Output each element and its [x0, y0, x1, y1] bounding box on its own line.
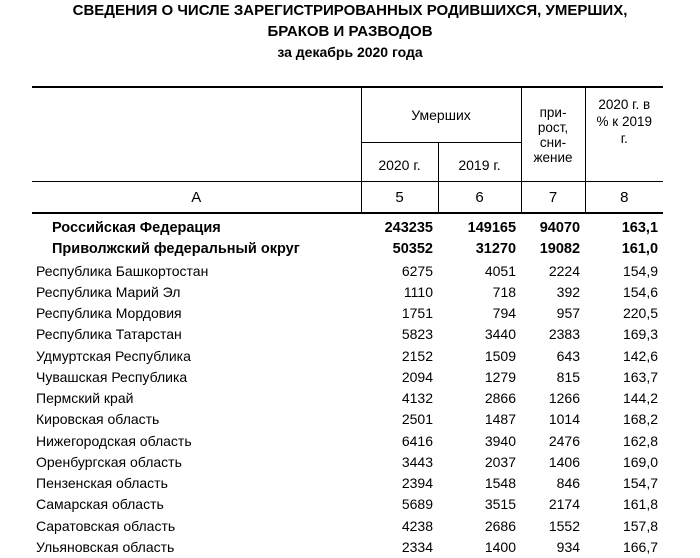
percent-header-line: г. — [620, 131, 628, 146]
year-2020-header: 2020 г. — [361, 143, 438, 182]
deaths-2020-value: 243235 — [384, 220, 433, 237]
deaths-2019-value: 718 — [492, 283, 517, 300]
region-name: Республика Мордовия — [36, 305, 182, 322]
deaths-2020-value: 2094 — [401, 368, 433, 385]
table-row — [32, 303, 663, 324]
percent-value: 157,8 — [622, 517, 659, 534]
deaths-2019-value: 2686 — [484, 517, 517, 534]
deaths-2020-value: 5823 — [401, 326, 433, 343]
growth-value: 934 — [556, 538, 581, 555]
growth-value: 643 — [556, 347, 581, 364]
deaths-2019-value: 149165 — [467, 220, 517, 237]
growth-value: 392 — [556, 283, 581, 300]
percent-value: 154,7 — [622, 475, 659, 492]
table-row — [32, 261, 663, 282]
deaths-2019-value: 1400 — [484, 538, 517, 555]
column-number-8: 8 — [585, 182, 663, 214]
region-name: Приволжский федеральный округ — [52, 241, 300, 258]
deaths-2020-value: 5689 — [401, 496, 433, 513]
table-row — [32, 282, 663, 303]
region-name: Ульяновская область — [36, 538, 175, 555]
growth-value: 94070 — [539, 220, 581, 237]
table-row — [32, 537, 663, 558]
percent-value: 220,5 — [622, 305, 659, 322]
table-row — [32, 346, 663, 367]
deaths-2019-value: 2037 — [484, 453, 517, 470]
table-row — [32, 213, 663, 239]
growth-value: 19082 — [539, 241, 581, 258]
region-name: Республика Татарстан — [36, 326, 182, 343]
region-name: Чувашская Республика — [36, 368, 188, 385]
region-name: Республика Марий Эл — [36, 283, 181, 300]
deaths-2020-value: 2394 — [401, 475, 433, 492]
deaths-2020-value: 6416 — [401, 432, 433, 449]
deaths-2019-value: 1279 — [484, 368, 517, 385]
percent-value: 169,3 — [622, 326, 659, 343]
column-number-7: 7 — [521, 182, 585, 214]
percent-value: 162,8 — [622, 432, 659, 449]
deaths-2020-value: 50352 — [392, 241, 433, 258]
table-body — [32, 213, 663, 558]
deaths-2020-value: 3443 — [401, 453, 433, 470]
table-row — [32, 239, 663, 260]
percent-value: 163,7 — [622, 368, 659, 385]
percent-value: 161,0 — [621, 241, 659, 258]
growth-value: 1266 — [548, 390, 581, 407]
table-row — [32, 409, 663, 430]
deaths-2020-value: 4132 — [401, 390, 433, 407]
table-row — [32, 473, 663, 494]
percent-value: 169,0 — [622, 453, 659, 470]
percent-value: 154,6 — [622, 283, 659, 300]
table-row — [32, 494, 663, 515]
region-name: Удмуртская Республика — [36, 347, 191, 364]
region-name: Пермский край — [36, 390, 134, 407]
region-name: Оренбургская область — [36, 453, 182, 470]
region-name: Российская Федерация — [52, 220, 221, 237]
table-row — [32, 324, 663, 345]
region-name: Саратовская область — [36, 517, 176, 534]
deaths-2020-value: 2334 — [401, 538, 433, 555]
growth-value: 1552 — [548, 517, 581, 534]
column-number-5: 5 — [361, 182, 438, 214]
growth-value: 957 — [556, 305, 581, 322]
deaths-2020-value: 2501 — [401, 411, 433, 428]
table-row — [32, 516, 663, 537]
region-name: Нижегородская область — [36, 432, 192, 449]
column-number-a: А — [32, 182, 361, 214]
growth-value: 1406 — [548, 453, 581, 470]
deaths-2020-value: 6275 — [401, 262, 433, 279]
deaths-2019-value: 1487 — [484, 411, 517, 428]
deaths-2020-value: 1110 — [403, 283, 433, 300]
deaths-2020-value: 4238 — [401, 517, 433, 534]
deaths-2019-value: 3940 — [484, 432, 517, 449]
deaths-2019-value: 1509 — [484, 347, 517, 364]
percent-value: 163,1 — [621, 220, 659, 237]
deaths-2019-value: 31270 — [475, 241, 517, 258]
growth-value: 2383 — [548, 326, 581, 343]
percent-header — [585, 87, 663, 182]
growth-value: 815 — [556, 368, 581, 385]
year-2019-header: 2019 г. — [438, 143, 521, 182]
percent-header-line: % к 2019 — [596, 114, 652, 129]
growth-header-line: жение — [533, 149, 573, 165]
deaths-2019-value: 1548 — [484, 475, 517, 492]
deaths-2020-value: 2152 — [401, 347, 433, 364]
report-title-line-1: СВЕДЕНИЯ О ЧИСЛЕ ЗАРЕГИСТРИРОВАННЫХ РОДИВШИХСЯ, УМЕРШИХ, — [72, 2, 628, 19]
percent-header-line: 2020 г. в — [598, 97, 651, 112]
growth-header — [521, 87, 585, 182]
table-row — [32, 388, 663, 409]
table-row — [32, 452, 663, 473]
growth-value: 2476 — [548, 432, 581, 449]
deaths-header: Умерших — [361, 87, 521, 143]
percent-value: 144,2 — [622, 390, 659, 407]
deaths-2020-value: 1751 — [401, 305, 433, 322]
percent-value: 142,6 — [622, 347, 659, 364]
percent-value: 168,2 — [622, 411, 659, 428]
deaths-2019-value: 3440 — [484, 326, 517, 343]
growth-header-line: при- — [539, 104, 567, 120]
statistics-table — [32, 86, 663, 558]
region-name: Пензенская область — [36, 475, 168, 492]
report-title-line-2: БРАКОВ И РАЗВОДОВ — [267, 23, 433, 40]
deaths-2019-value: 794 — [492, 305, 517, 322]
deaths-2019-value: 2866 — [484, 390, 517, 407]
region-name: Кировская область — [36, 411, 160, 428]
report-period: за декабрь 2020 года — [277, 44, 423, 60]
growth-header-line: сни- — [539, 134, 567, 150]
growth-value: 2224 — [548, 262, 581, 279]
percent-value: 161,8 — [622, 496, 659, 513]
deaths-2019-value: 4051 — [484, 262, 517, 279]
percent-value: 154,9 — [622, 262, 659, 279]
deaths-2019-value: 3515 — [484, 496, 517, 513]
region-name: Самарская область — [36, 496, 164, 513]
table-row — [32, 431, 663, 452]
growth-header-line: рост, — [537, 119, 569, 135]
table-row — [32, 367, 663, 388]
region-name: Республика Башкортостан — [36, 262, 209, 279]
growth-value: 1014 — [548, 411, 581, 428]
growth-value: 2174 — [548, 496, 581, 513]
region-header-cell — [32, 87, 361, 182]
growth-value: 846 — [556, 475, 581, 492]
percent-value: 166,7 — [622, 538, 659, 555]
column-number-6: 6 — [438, 182, 521, 214]
